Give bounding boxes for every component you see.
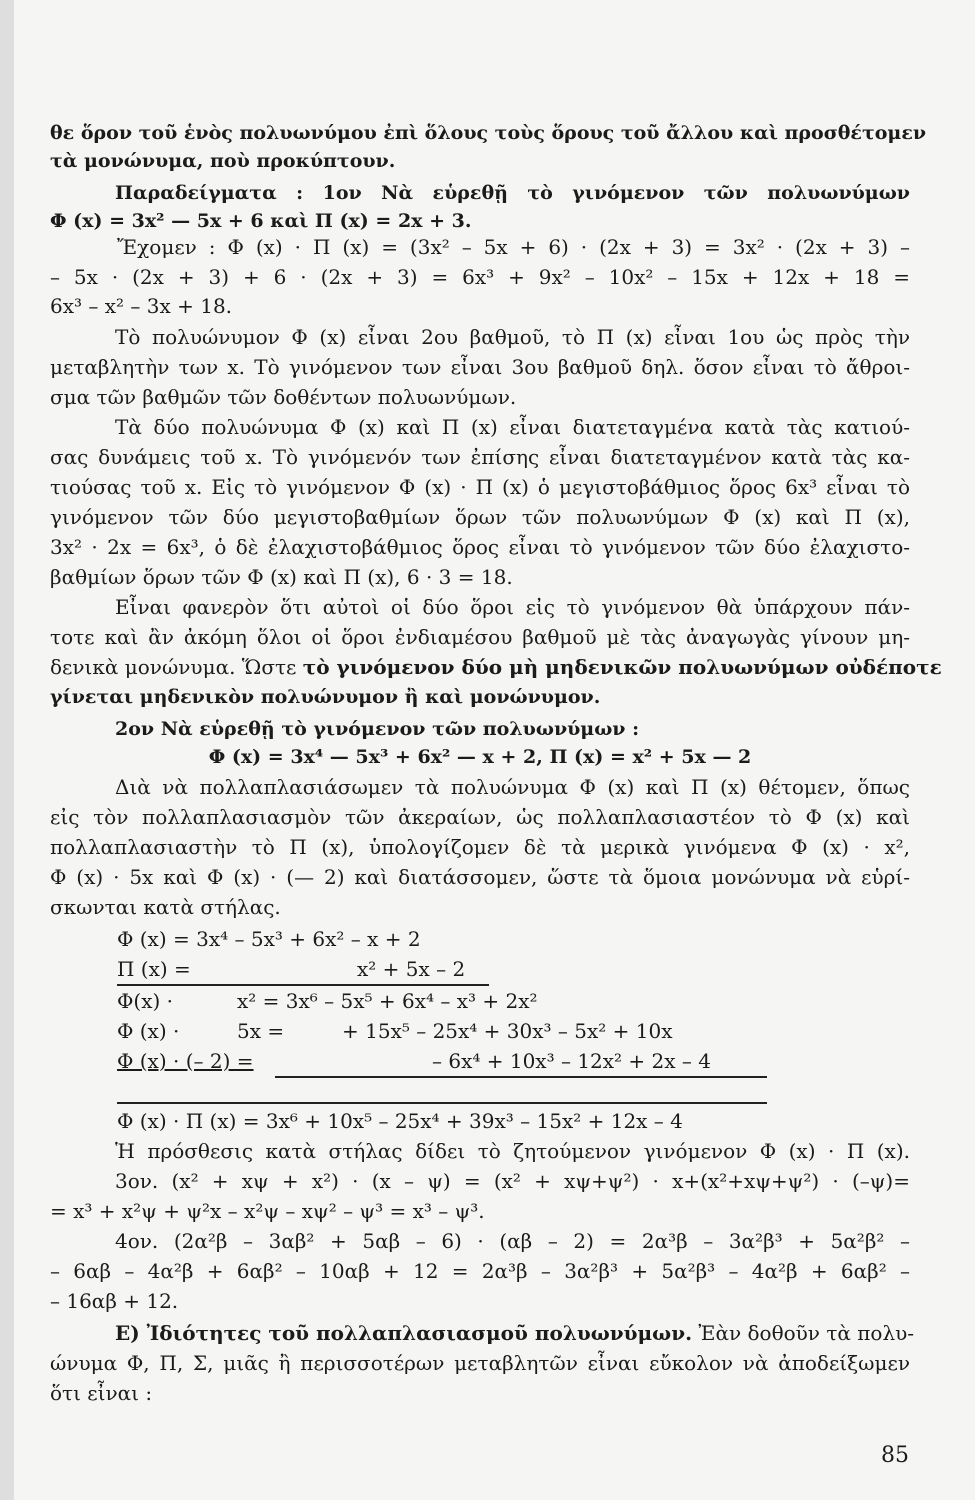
text-line: μεταβλητὴν των x. Τὸ γινόμενον των εἶναι 3ου βαθμοῦ δηλ. ὅσον εἶναι τὸ ἄθροι-	[50, 355, 910, 379]
sum-rule	[275, 1076, 767, 1078]
calc-row-neg2-value: – 6x⁴ + 10x³ – 12x² + 2x – 4	[432, 1049, 711, 1073]
calc-row-neg2-label: Φ (x) · (– 2) =	[117, 1049, 254, 1073]
text-line: – 6αβ – 4α²β + 6αβ² – 10αβ + 12 = 2α³β – 3α²β³ + 5α²β³ – 4α²β + 6αβ² –	[50, 1259, 910, 1283]
bold-conclusion: τὸ γινόμενον δύο μὴ μηδενικῶν πολυωνύμων οὐδέποτε	[302, 655, 942, 679]
calc-row-5x-value: + 15x⁵ – 25x⁴ + 30x³ – 5x² + 10x	[342, 1019, 673, 1043]
text-span: Ἐὰν δοθοῦν τὰ πολυ-	[698, 1321, 915, 1345]
bold-conclusion-end: γίνεται μηδενικὸν πολυώνυμον ἢ καὶ μονώνυμον.	[50, 686, 601, 708]
text-line: σμα τῶν βαθμῶν τῶν δοθέντων πολυωνύμων.	[50, 385, 517, 409]
text-line: Εἶναι φανερὸν ὅτι αὐτοὶ οἱ δύο ὅροι εἰς τὸ γινόμενον θὰ ὑπάρχουν πάν-	[115, 595, 910, 619]
calc-row-pi-label: Π (x) =	[117, 957, 191, 981]
text-line: πολλαπλασιαστὴν τὸ Π (x), ὑπολογίζομεν δὲ τὰ μερικὰ γινόμενα Φ (x) · x²,	[50, 835, 910, 859]
text-line: Ἡ πρόσθεσις κατὰ στήλας δίδει τὸ ζητούμενον γινόμενον Φ (x) · Π (x).	[115, 1139, 910, 1163]
example-3: 3ον. (x² + xψ + x²) · (x – ψ) = (x² + xψ+ψ²) · x+(x²+xψ+ψ²) · (–ψ)=	[115, 1169, 910, 1193]
calc-row-x2-label: Φ(x) ·	[117, 989, 173, 1013]
text-line: Τὸ πολυώνυμον Φ (x) εἶναι 2ου βαθμοῦ, τὸ Π (x) εἶναι 1ου ὡς πρὸς τὴν	[115, 325, 910, 349]
text-line: βαθμίων ὅρων τῶν Φ (x) καὶ Π (x), 6 · 3 = 18.	[50, 565, 513, 589]
text-line: ὅτι εἶναι :	[50, 1381, 153, 1405]
sum-rule	[117, 984, 489, 986]
example-4: 4ον. (2α²β – 3αβ² + 5αβ – 6) · (αβ – 2) = 2α³β – 3α²β³ + 5α²β² –	[115, 1229, 910, 1253]
text-line	[50, 654, 942, 680]
calc-row-x2-value: x² = 3x⁶ – 5x⁵ + 6x⁴ – x³ + 2x²	[237, 989, 538, 1013]
text-line: σας δυνάμεις τοῦ x. Τὸ γινόμενόν των ἐπίσης εἶναι διατεταγμένον κατὰ τὰς κα-	[50, 445, 910, 469]
text-line: Διὰ νὰ πολλαπλασιάσωμεν τὰ πολυώνυμα Φ (x) καὶ Π (x) θέτομεν, ὅπως	[115, 775, 910, 799]
text-line: τοτε καὶ ἂν ἀκόμη ὅλοι οἱ ὅροι ἐνδιαμέσου βαθμοῦ μὲ τὰς ἀναγωγὰς γίνουν μη-	[50, 625, 910, 649]
section-title: Ε) Ἰδιότητες τοῦ πολλαπλασιασμοῦ πολυωνύμων.	[115, 1321, 693, 1345]
calc-row-5x-label: Φ (x) ·	[117, 1019, 180, 1043]
text-line: – 5x · (2x + 3) + 6 · (2x + 3) = 6x³ + 9x² – 10x² – 15x + 12x + 18 =	[50, 265, 910, 289]
text-line: τιούσας τοῦ x. Εἰς τὸ γινόμενον Φ (x) · Π (x) ὁ μεγιστοβάθμιος ὅρος 6x³ εἶναι τὸ	[50, 475, 910, 499]
text-line: – 16αβ + 12.	[50, 1289, 179, 1313]
calc-row-phi: Φ (x) = 3x⁴ – 5x³ + 6x² – x + 2	[117, 927, 421, 951]
text-line: Τὰ δύο πολυώνυμα Φ (x) καὶ Π (x) εἶναι διατεταγμένα κατὰ τὰς κατιού-	[115, 415, 910, 439]
text-line: εἰς τὸν πολλαπλασιασμὸν τῶν ἀκεραίων, ὡς πολλαπλασιαστέον τὸ Φ (x) καὶ	[50, 805, 910, 829]
text-line: 6x³ – x² – 3x + 18.	[50, 294, 233, 318]
book-gutter	[0, 0, 14, 1500]
calc-row-pi-value: x² + 5x – 2	[357, 957, 466, 981]
example-formula: Φ (x) = 3x² — 5x + 6 καὶ Π (x) = 2x + 3.	[50, 210, 472, 232]
text-line: ώνυμα Φ, Π, Σ, μιᾶς ἢ περισσοτέρων μεταβλητῶν εἶναι εὔκολον νὰ ἀποδείξωμεν	[50, 1351, 910, 1375]
page-number: 85	[881, 1443, 909, 1468]
text-line: τὰ μονώνυμα, ποὺ προκύπτουν.	[50, 150, 396, 172]
example-heading-2: 2ον Νὰ εὑρεθῇ τὸ γινόμενον τῶν πολυωνύμων :	[115, 718, 640, 740]
text-line: Φ (x) · 5x καὶ Φ (x) · (— 2) καὶ διατάσσομεν, ὥστε τὰ ὅμοια μονώνυμα νὰ εὑρί-	[50, 865, 910, 889]
calc-row-product: Φ (x) · Π (x) = 3x⁶ + 10x⁵ – 25x⁴ + 39x³ – 15x² + 12x – 4	[117, 1109, 683, 1133]
text-line: Ἔχομεν : Φ (x) · Π (x) = (3x² – 5x + 6) · (2x + 3) = 3x² · (2x + 3) –	[117, 235, 910, 259]
calc-row-5x-eq: 5x =	[237, 1019, 285, 1043]
text-span: δενικὰ μονώνυμα. Ὥστε	[50, 655, 297, 679]
text-line: 3x² · 2x = 6x³, ὁ δὲ ἐλαχιστοβάθμιος ὅρος εἶναι τὸ γινόμενον τῶν δύο ἐλαχιστο-	[50, 535, 910, 559]
text-line: = x³ + x²ψ + ψ²x – x²ψ – xψ² – ψ³ = x³ – ψ³.	[50, 1199, 485, 1223]
example-heading: Παραδείγματα : 1ον Νὰ εὑρεθῇ τὸ γινόμενον τῶν πολυωνύμων	[115, 182, 910, 204]
text-line: σκωνται κατὰ στήλας.	[50, 895, 281, 919]
text-line: γινόμενον τῶν δύο μεγιστοβαθμίων ὅρων τῶν πολυωνύμων Φ (x) καὶ Π (x),	[50, 505, 910, 529]
example-formula-2: Φ (x) = 3x⁴ — 5x³ + 6x² — x + 2, Π (x) = x² + 5x — 2	[208, 746, 752, 768]
text-line: θε ὅρον τοῦ ἑνὸς πολυωνύμου ἐπὶ ὅλους τοὺς ὅρους τοῦ ἄλλου καὶ προσθέτομεν	[50, 122, 927, 144]
section-heading	[115, 1320, 915, 1346]
sum-rule	[117, 1102, 767, 1104]
